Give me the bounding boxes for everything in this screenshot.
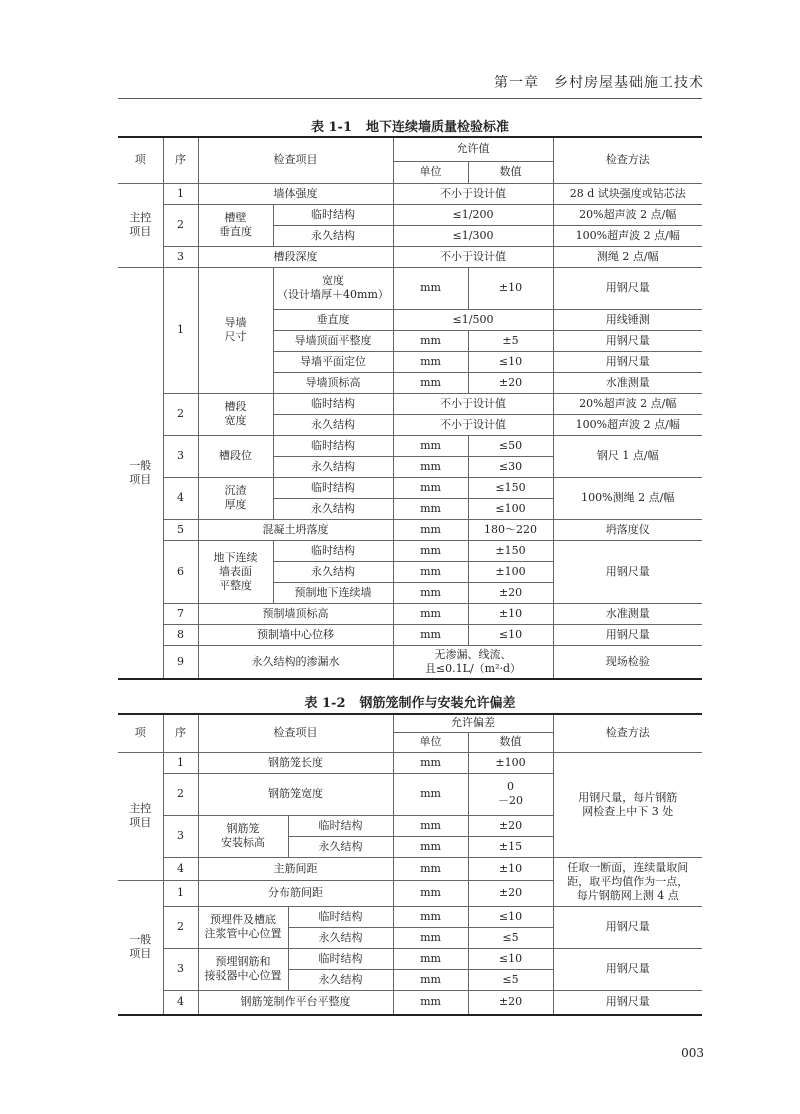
t1-r2b-span: ≤1/300 (393, 225, 553, 246)
t2-m3a-value: ±20 (468, 815, 553, 836)
t1-g1a-value: ±10 (468, 267, 553, 309)
t1-g2a-span: 不小于设计值 (393, 393, 553, 414)
t1-g7-name: 预制墙顶标高 (198, 603, 393, 624)
t1-g4a-value: ≤150 (468, 477, 553, 498)
t2-g3-seq: 3 (163, 948, 198, 990)
t2-g4-name: 钢筋笼制作平台平整度 (198, 990, 393, 1015)
t2-m2-unit: mm (393, 773, 468, 815)
t2-m1-unit: mm (393, 752, 468, 773)
t1-g4b-unit: mm (393, 498, 468, 519)
t1-g1-group: 导墙 尺寸 (198, 267, 273, 393)
t2-g2b-value: ≤5 (468, 927, 553, 948)
t1-g4-method: 100%测绳 2 点/幅 (553, 477, 702, 519)
t1-g9-name: 永久结构的渗漏水 (198, 645, 393, 679)
t2-g2a-sub: 临时结构 (288, 906, 393, 927)
t2-g1-name: 分布筋间距 (198, 880, 393, 906)
t2-g4-seq: 4 (163, 990, 198, 1015)
t1-g1e-unit: mm (393, 372, 468, 393)
t2-h-value: 数值 (468, 732, 553, 752)
t1-g7-unit: mm (393, 603, 468, 624)
t1-h-check: 检查项目 (198, 137, 393, 183)
t2-g3a-unit: mm (393, 948, 468, 969)
t1-r3-method: 测绳 2 点/幅 (553, 246, 702, 267)
t2-h-check: 检查项目 (198, 714, 393, 752)
t1-r1-seq: 1 (163, 183, 198, 204)
t2-g4-value: ±20 (468, 990, 553, 1015)
t1-g3a-sub: 临时结构 (273, 435, 393, 456)
table2-title: 钢筋笼制作与安装允许偏差 (359, 696, 516, 711)
t2-g3b-value: ≤5 (468, 969, 553, 990)
t1-r2a-span: ≤1/200 (393, 204, 553, 225)
t2-g3a-value: ≤10 (468, 948, 553, 969)
chapter-header: 第一章 乡村房屋基础施工技术 (494, 75, 704, 91)
t1-g1b-span: ≤1/500 (393, 309, 553, 330)
t1-main-group: 主控 项目 (118, 183, 163, 267)
t1-g1d-unit: mm (393, 351, 468, 372)
t1-g3-method: 钢尺 1 点/幅 (553, 435, 702, 477)
t2-m4-value: ±10 (468, 857, 553, 880)
t1-g3a-unit: mm (393, 435, 468, 456)
t1-g6b-unit: mm (393, 561, 468, 582)
t1-g4b-value: ≤100 (468, 498, 553, 519)
t2-g1-unit: mm (393, 880, 468, 906)
t2-m2-value: 0 －20 (468, 773, 553, 815)
t1-g6b-sub: 永久结构 (273, 561, 393, 582)
t1-g1b-method: 用线锤测 (553, 309, 702, 330)
t1-g6a-sub: 临时结构 (273, 540, 393, 561)
t2-h-unit: 单位 (393, 732, 468, 752)
t1-g1c-unit: mm (393, 330, 468, 351)
t2-m3b-unit: mm (393, 836, 468, 857)
t2-g1-value: ±20 (468, 880, 553, 906)
t2-m4-seq: 4 (163, 857, 198, 880)
t1-g4a-sub: 临时结构 (273, 477, 393, 498)
t1-g1e-method: 水准测量 (553, 372, 702, 393)
t1-h-value: 数值 (468, 161, 553, 183)
t1-r2-seq: 2 (163, 204, 198, 246)
t1-general-group: 一般 项目 (118, 267, 163, 679)
table1-title: 地下连续墙质量检验标准 (366, 120, 510, 135)
t1-g1d-value: ≤10 (468, 351, 553, 372)
t2-m1-name: 钢筋笼长度 (198, 752, 393, 773)
t2-m3b-value: ±15 (468, 836, 553, 857)
t2-m1-seq: 1 (163, 752, 198, 773)
t1-h-method: 检查方法 (553, 137, 702, 183)
t1-g1e-value: ±20 (468, 372, 553, 393)
t1-g3a-value: ≤50 (468, 435, 553, 456)
t2-main-group: 主控 项目 (118, 752, 163, 880)
t2-h-method: 检查方法 (553, 714, 702, 752)
t2-m3b-sub: 永久结构 (288, 836, 393, 857)
t1-r2a-method: 20%超声波 2 点/幅 (553, 204, 702, 225)
t2-g3b-sub: 永久结构 (288, 969, 393, 990)
t1-g1c-sub: 导墙顶面平整度 (273, 330, 393, 351)
t1-g6b-value: ±100 (468, 561, 553, 582)
t1-g1-seq: 1 (163, 267, 198, 393)
t1-g6c-unit: mm (393, 582, 468, 603)
t1-g1a-unit: mm (393, 267, 468, 309)
t1-g7-value: ±10 (468, 603, 553, 624)
t1-g2b-method: 100%超声波 2 点/幅 (553, 414, 702, 435)
t2-m4-name: 主筋间距 (198, 857, 393, 880)
t1-r1-span: 不小于设计值 (393, 183, 553, 204)
t2-h-allow: 允许偏差 (393, 714, 553, 732)
t1-g5-method: 坍落度仪 (553, 519, 702, 540)
table2-number: 表 1-2 (304, 696, 346, 711)
t1-g1d-sub: 导墙平面定位 (273, 351, 393, 372)
t1-g9-seq: 9 (163, 645, 198, 679)
t1-g5-value: 180～220 (468, 519, 553, 540)
t2-m3a-unit: mm (393, 815, 468, 836)
t1-g5-seq: 5 (163, 519, 198, 540)
t2-g2a-unit: mm (393, 906, 468, 927)
t1-h-item: 项 (118, 137, 163, 183)
t1-g1e-sub: 导墙顶标高 (273, 372, 393, 393)
t1-g8-name: 预制墙中心位移 (198, 624, 393, 645)
t1-r3-seq: 3 (163, 246, 198, 267)
t1-r2-group: 槽壁 垂直度 (198, 204, 273, 246)
t2-g4-method: 用钢尺量 (553, 990, 702, 1015)
t1-h-allow: 允许值 (393, 137, 553, 161)
t1-g7-method: 水准测量 (553, 603, 702, 624)
t2-g2-seq: 2 (163, 906, 198, 948)
t1-g3b-value: ≤30 (468, 456, 553, 477)
table1 (118, 136, 702, 680)
table1-number: 表 1-1 (310, 120, 352, 135)
t1-r3-span: 不小于设计值 (393, 246, 553, 267)
t1-h-unit: 单位 (393, 161, 468, 183)
t1-g2b-span: 不小于设计值 (393, 414, 553, 435)
t1-g1a-sub: 宽度 （设计墙厚＋40mm） (273, 267, 393, 309)
t2-main-method: 用钢尺量，每片钢筋 网检查上中下 3 处 (553, 752, 702, 857)
t1-g1c-value: ±5 (468, 330, 553, 351)
t1-r1-method: 28 d 试块强度或钻芯法 (553, 183, 702, 204)
t1-r3-name: 槽段深度 (198, 246, 393, 267)
t1-g3-seq: 3 (163, 435, 198, 477)
t1-g8-value: ≤10 (468, 624, 553, 645)
t2-g2-group: 预埋件及槽底 注浆管中心位置 (198, 906, 288, 948)
t1-g1b-sub: 垂直度 (273, 309, 393, 330)
t1-g9-method: 现场检验 (553, 645, 702, 679)
t2-g2-method: 用钢尺量 (553, 906, 702, 948)
t2-m3-seq: 3 (163, 815, 198, 857)
t2-g2b-unit: mm (393, 927, 468, 948)
t1-g6-seq: 6 (163, 540, 198, 603)
t2-g3b-unit: mm (393, 969, 468, 990)
t1-g6a-value: ±150 (468, 540, 553, 561)
table2-caption (118, 692, 702, 711)
t2-spacing-method: 任取一断面，连续量取间 距，取平均值作为一点， 每片钢筋网上测 4 点 (553, 857, 702, 906)
t1-g6c-sub: 预制地下连续墙 (273, 582, 393, 603)
t2-g3-group: 预埋钢筋和 接驳器中心位置 (198, 948, 288, 990)
t2-g2a-value: ≤10 (468, 906, 553, 927)
t2-m3a-sub: 临时结构 (288, 815, 393, 836)
table2 (118, 713, 702, 1016)
t1-g1d-method: 用钢尺量 (553, 351, 702, 372)
t1-g4-seq: 4 (163, 477, 198, 519)
t2-g2b-sub: 永久结构 (288, 927, 393, 948)
t1-g6c-value: ±20 (468, 582, 553, 603)
t2-m2-seq: 2 (163, 773, 198, 815)
t1-g8-method: 用钢尺量 (553, 624, 702, 645)
t2-m3-group: 钢筋笼 安装标高 (198, 815, 288, 857)
t1-g3-group: 槽段位 (198, 435, 273, 477)
t1-g8-unit: mm (393, 624, 468, 645)
t1-g9-span: 无渗漏、线流、 且≤0.1L/（m²·d） (393, 645, 553, 679)
t1-g8-seq: 8 (163, 624, 198, 645)
t1-g3b-sub: 永久结构 (273, 456, 393, 477)
t1-g4-group: 沉渣 厚度 (198, 477, 273, 519)
t2-g4-unit: mm (393, 990, 468, 1015)
t2-h-item: 项 (118, 714, 163, 752)
t1-g2a-sub: 临时结构 (273, 393, 393, 414)
t2-general-group: 一般 项目 (118, 880, 163, 1015)
t1-g2-group: 槽段 宽度 (198, 393, 273, 435)
t2-g3-method: 用钢尺量 (553, 948, 702, 990)
t1-h-seq: 序 (163, 137, 198, 183)
t1-r1-name: 墙体强度 (198, 183, 393, 204)
t1-g4b-sub: 永久结构 (273, 498, 393, 519)
t2-m1-value: ±100 (468, 752, 553, 773)
header-rule (118, 98, 702, 99)
t1-g2-seq: 2 (163, 393, 198, 435)
t1-r2a-sub: 临时结构 (273, 204, 393, 225)
t1-g6a-unit: mm (393, 540, 468, 561)
t2-g3a-sub: 临时结构 (288, 948, 393, 969)
t1-r2b-method: 100%超声波 2 点/幅 (553, 225, 702, 246)
t1-g5-name: 混凝土坍落度 (198, 519, 393, 540)
t1-g2b-sub: 永久结构 (273, 414, 393, 435)
t1-r2b-sub: 永久结构 (273, 225, 393, 246)
t1-g4a-unit: mm (393, 477, 468, 498)
t1-g3b-unit: mm (393, 456, 468, 477)
t1-g1a-method: 用钢尺量 (553, 267, 702, 309)
t2-g1-seq: 1 (163, 880, 198, 906)
t1-g6-group: 地下连续 墙表面 平整度 (198, 540, 273, 603)
t1-g7-seq: 7 (163, 603, 198, 624)
page-number: 003 (681, 1046, 704, 1060)
t1-g2a-method: 20%超声波 2 点/幅 (553, 393, 702, 414)
t1-g5-unit: mm (393, 519, 468, 540)
t1-g6-method: 用钢尺量 (553, 540, 702, 603)
t1-g1c-method: 用钢尺量 (553, 330, 702, 351)
t2-m2-name: 钢筋笼宽度 (198, 773, 393, 815)
t2-m4-unit: mm (393, 857, 468, 880)
t2-h-seq: 序 (163, 714, 198, 752)
table1-caption (118, 116, 702, 135)
